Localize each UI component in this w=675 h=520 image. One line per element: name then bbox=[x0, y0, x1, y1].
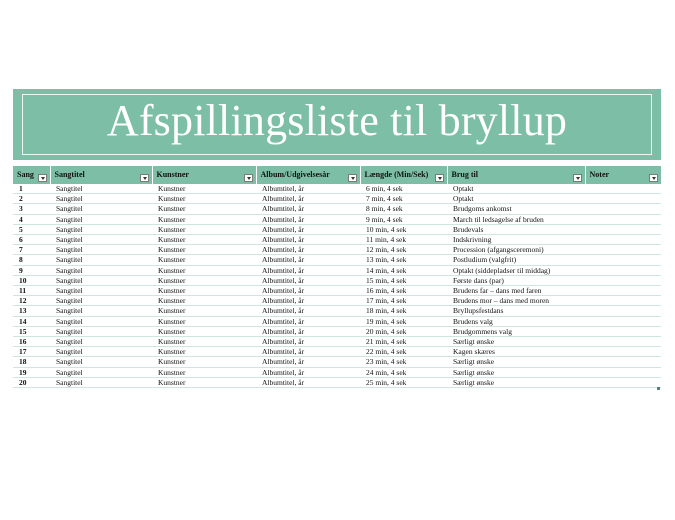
table-cell[interactable]: 12 min, 4 sek bbox=[360, 245, 447, 255]
table-cell[interactable]: 8 min, 4 sek bbox=[360, 204, 447, 214]
table-cell[interactable]: Kunstner bbox=[152, 184, 256, 194]
table-cell[interactable]: 8 bbox=[13, 255, 50, 265]
table-cell[interactable]: Kunstner bbox=[152, 347, 256, 357]
table-cell[interactable]: Albumtitel, år bbox=[256, 296, 360, 306]
table-cell[interactable] bbox=[585, 235, 661, 245]
filter-dropdown-icon[interactable] bbox=[140, 174, 149, 182]
table-cell[interactable]: 19 min, 4 sek bbox=[360, 316, 447, 326]
table-cell[interactable]: Sangtitel bbox=[50, 337, 152, 347]
table-row bbox=[13, 265, 661, 275]
table-cell[interactable]: Albumtitel, år bbox=[256, 316, 360, 326]
table-cell[interactable]: 4 bbox=[13, 214, 50, 224]
playlist-table-container bbox=[13, 166, 661, 388]
table-cell[interactable] bbox=[585, 367, 661, 377]
table-cell[interactable]: Kunstner bbox=[152, 255, 256, 265]
table-cell[interactable] bbox=[585, 245, 661, 255]
filter-dropdown-icon[interactable] bbox=[244, 174, 253, 182]
table-cell[interactable]: Brudens valg bbox=[447, 316, 585, 326]
page-title: Afspillingsliste til bryllup bbox=[106, 96, 568, 145]
table-row bbox=[13, 255, 661, 265]
table-cell[interactable]: 15 min, 4 sek bbox=[360, 275, 447, 285]
table-cell[interactable]: Sangtitel bbox=[50, 255, 152, 265]
table-cell[interactable]: Sangtitel bbox=[50, 367, 152, 377]
playlist-table bbox=[13, 166, 662, 388]
table-cell[interactable] bbox=[585, 204, 661, 214]
table-row bbox=[13, 194, 661, 204]
table-row bbox=[13, 184, 661, 194]
column-header-length: Længde (Min/Sek) bbox=[360, 166, 447, 184]
table-cell[interactable]: Kunstner bbox=[152, 357, 256, 367]
table-cell[interactable]: 25 min, 4 sek bbox=[360, 377, 447, 387]
table-cell[interactable]: Albumtitel, år bbox=[256, 286, 360, 296]
column-header-usage: Brug til bbox=[447, 166, 585, 184]
table-cell[interactable] bbox=[585, 306, 661, 316]
table-cell[interactable]: Særligt ønske bbox=[447, 357, 585, 367]
table-cell[interactable]: Albumtitel, år bbox=[256, 245, 360, 255]
table-cell[interactable] bbox=[585, 214, 661, 224]
table-cell[interactable]: 13 bbox=[13, 306, 50, 316]
table-cell[interactable]: 16 min, 4 sek bbox=[360, 286, 447, 296]
table-cell[interactable]: March til ledsagelse af bruden bbox=[447, 214, 585, 224]
table-cell[interactable]: 9 bbox=[13, 265, 50, 275]
filter-dropdown-icon[interactable] bbox=[348, 174, 357, 182]
filter-dropdown-icon[interactable] bbox=[38, 174, 47, 182]
table-cell[interactable]: Brudens far – dans med faren bbox=[447, 286, 585, 296]
table-cell[interactable]: 10 bbox=[13, 275, 50, 285]
table-cell[interactable] bbox=[585, 255, 661, 265]
table-cell[interactable] bbox=[585, 265, 661, 275]
table-cell[interactable]: Sangtitel bbox=[50, 347, 152, 357]
table-cell[interactable]: Brudens mor – dans med moren bbox=[447, 296, 585, 306]
table-row bbox=[13, 204, 661, 214]
table-cell[interactable]: Brudgommens valg bbox=[447, 326, 585, 336]
table-cell[interactable]: 13 min, 4 sek bbox=[360, 255, 447, 265]
table-row bbox=[13, 296, 661, 306]
table-cell[interactable]: Albumtitel, år bbox=[256, 357, 360, 367]
column-header-notes: Noter bbox=[585, 166, 661, 184]
table-cell[interactable]: Albumtitel, år bbox=[256, 275, 360, 285]
table-cell[interactable]: 11 min, 4 sek bbox=[360, 235, 447, 245]
column-header-album: Album/Udgivelsesår bbox=[256, 166, 360, 184]
table-cell[interactable]: Sangtitel bbox=[50, 204, 152, 214]
table-cell[interactable]: 19 bbox=[13, 367, 50, 377]
table-cell[interactable] bbox=[585, 275, 661, 285]
table-cell[interactable]: Første dans (par) bbox=[447, 275, 585, 285]
table-cell[interactable]: Kunstner bbox=[152, 306, 256, 316]
table-row bbox=[13, 377, 661, 387]
table-cell[interactable]: Sangtitel bbox=[50, 214, 152, 224]
table-cell[interactable]: Kunstner bbox=[152, 235, 256, 245]
table-row bbox=[13, 235, 661, 245]
table-cell[interactable]: Brudgoms ankomst bbox=[447, 204, 585, 214]
table-cell[interactable]: Sangtitel bbox=[50, 275, 152, 285]
table-cell[interactable]: Sangtitel bbox=[50, 194, 152, 204]
table-cell[interactable]: Sangtitel bbox=[50, 377, 152, 387]
table-cell[interactable] bbox=[585, 377, 661, 387]
table-cell[interactable]: Sangtitel bbox=[50, 326, 152, 336]
table-cell[interactable]: Sangtitel bbox=[50, 286, 152, 296]
table-cell[interactable]: Albumtitel, år bbox=[256, 367, 360, 377]
table-cell[interactable]: Sangtitel bbox=[50, 224, 152, 234]
title-banner bbox=[13, 89, 661, 160]
table-cell[interactable]: 20 bbox=[13, 377, 50, 387]
column-header-song: Sang bbox=[13, 166, 50, 184]
header-row bbox=[13, 166, 661, 184]
table-cell[interactable]: Albumtitel, år bbox=[256, 255, 360, 265]
table-cell[interactable]: Kunstner bbox=[152, 286, 256, 296]
table-cell[interactable]: Kunstner bbox=[152, 214, 256, 224]
table-cell[interactable]: 24 min, 4 sek bbox=[360, 367, 447, 377]
table-cell[interactable]: Postludium (valgfrit) bbox=[447, 255, 585, 265]
table-cell[interactable]: Kunstner bbox=[152, 265, 256, 275]
table-cell[interactable]: Kagen skæres bbox=[447, 347, 585, 357]
table-cell[interactable]: 18 min, 4 sek bbox=[360, 306, 447, 316]
table-cell[interactable] bbox=[585, 347, 661, 357]
table-cell[interactable]: Sangtitel bbox=[50, 265, 152, 275]
table-cell[interactable]: 3 bbox=[13, 204, 50, 214]
table-row bbox=[13, 224, 661, 234]
table-cell[interactable]: 15 bbox=[13, 326, 50, 336]
table-cell[interactable]: Optakt bbox=[447, 194, 585, 204]
filter-dropdown-icon[interactable] bbox=[573, 174, 582, 182]
filter-dropdown-icon[interactable] bbox=[435, 174, 444, 182]
table-cell[interactable]: 17 bbox=[13, 347, 50, 357]
filter-dropdown-icon[interactable] bbox=[649, 174, 658, 182]
table-row bbox=[13, 275, 661, 285]
table-cell[interactable] bbox=[585, 296, 661, 306]
table-cell[interactable] bbox=[585, 224, 661, 234]
table-cell[interactable]: Kunstner bbox=[152, 275, 256, 285]
table-row bbox=[13, 214, 661, 224]
table-cell[interactable]: Sangtitel bbox=[50, 316, 152, 326]
table-cell[interactable]: Albumtitel, år bbox=[256, 337, 360, 347]
table-cell[interactable]: Sangtitel bbox=[50, 296, 152, 306]
table-cell[interactable]: 21 min, 4 sek bbox=[360, 337, 447, 347]
column-header-title: Sangtitel bbox=[50, 166, 152, 184]
table-cell[interactable]: 10 min, 4 sek bbox=[360, 224, 447, 234]
table-cell[interactable]: 2 bbox=[13, 194, 50, 204]
table-cell[interactable]: Albumtitel, år bbox=[256, 377, 360, 387]
table-cell[interactable] bbox=[585, 316, 661, 326]
table-cell[interactable]: 12 bbox=[13, 296, 50, 306]
table-cell[interactable] bbox=[585, 326, 661, 336]
table-cell[interactable]: 20 min, 4 sek bbox=[360, 326, 447, 336]
table-cell[interactable]: 9 min, 4 sek bbox=[360, 214, 447, 224]
table-cell[interactable]: Albumtitel, år bbox=[256, 184, 360, 194]
table-cell[interactable]: Albumtitel, år bbox=[256, 265, 360, 275]
table-cell[interactable]: Procession (afgangsceremoni) bbox=[447, 245, 585, 255]
table-row bbox=[13, 306, 661, 316]
table-cell[interactable]: Albumtitel, år bbox=[256, 224, 360, 234]
table-cell[interactable]: 7 bbox=[13, 245, 50, 255]
column-header-artist: Kunstner bbox=[152, 166, 256, 184]
table-row bbox=[13, 337, 661, 347]
table-cell[interactable]: 23 min, 4 sek bbox=[360, 357, 447, 367]
table-cell[interactable]: Kunstner bbox=[152, 316, 256, 326]
table-cell[interactable]: 1 bbox=[13, 184, 50, 194]
table-cell[interactable]: Bryllupsfestdans bbox=[447, 306, 585, 316]
table-cell[interactable]: Kunstner bbox=[152, 367, 256, 377]
table-row bbox=[13, 316, 661, 326]
table-cell[interactable] bbox=[585, 286, 661, 296]
table-cell[interactable]: 16 bbox=[13, 337, 50, 347]
table-cell[interactable]: Optakt bbox=[447, 184, 585, 194]
table-row bbox=[13, 286, 661, 296]
table-cell[interactable]: Kunstner bbox=[152, 326, 256, 336]
table-cell[interactable]: 11 bbox=[13, 286, 50, 296]
table-resize-handle[interactable] bbox=[657, 387, 660, 390]
table-cell[interactable]: 22 min, 4 sek bbox=[360, 347, 447, 357]
table-row bbox=[13, 357, 661, 367]
table-cell[interactable]: Sangtitel bbox=[50, 184, 152, 194]
table-cell[interactable]: Albumtitel, år bbox=[256, 235, 360, 245]
table-cell[interactable]: Indskrivning bbox=[447, 235, 585, 245]
table-cell[interactable]: Kunstner bbox=[152, 377, 256, 387]
table-row bbox=[13, 367, 661, 377]
table-cell[interactable]: 17 min, 4 sek bbox=[360, 296, 447, 306]
table-cell[interactable]: Kunstner bbox=[152, 245, 256, 255]
table-cell[interactable]: 14 min, 4 sek bbox=[360, 265, 447, 275]
table-cell[interactable] bbox=[585, 337, 661, 347]
table-cell[interactable]: Særligt ønske bbox=[447, 337, 585, 347]
table-cell[interactable] bbox=[585, 184, 661, 194]
table-cell[interactable]: Albumtitel, år bbox=[256, 204, 360, 214]
table-cell[interactable]: Albumtitel, år bbox=[256, 306, 360, 316]
table-cell[interactable]: Særligt ønske bbox=[447, 377, 585, 387]
table-cell[interactable]: 6 min, 4 sek bbox=[360, 184, 447, 194]
table-cell[interactable]: 7 min, 4 sek bbox=[360, 194, 447, 204]
table-cell[interactable]: Kunstner bbox=[152, 296, 256, 306]
table-cell[interactable] bbox=[585, 357, 661, 367]
table-row bbox=[13, 326, 661, 336]
table-cell[interactable]: Albumtitel, år bbox=[256, 347, 360, 357]
table-row bbox=[13, 245, 661, 255]
table-row bbox=[13, 347, 661, 357]
table-cell[interactable]: Brudevals bbox=[447, 224, 585, 234]
table-cell[interactable]: Sangtitel bbox=[50, 306, 152, 316]
table-cell[interactable]: Kunstner bbox=[152, 194, 256, 204]
table-cell[interactable]: Kunstner bbox=[152, 224, 256, 234]
table-cell[interactable]: 5 bbox=[13, 224, 50, 234]
table-cell[interactable]: Kunstner bbox=[152, 337, 256, 347]
table-cell[interactable]: 6 bbox=[13, 235, 50, 245]
table-cell[interactable]: Albumtitel, år bbox=[256, 194, 360, 204]
table-cell[interactable]: Særligt ønske bbox=[447, 367, 585, 377]
table-cell[interactable]: Albumtitel, år bbox=[256, 214, 360, 224]
table-cell[interactable]: Sangtitel bbox=[50, 245, 152, 255]
table-cell[interactable]: Albumtitel, år bbox=[256, 326, 360, 336]
table-cell[interactable]: 14 bbox=[13, 316, 50, 326]
table-cell[interactable]: Sangtitel bbox=[50, 357, 152, 367]
table-cell[interactable]: Optakt (siddepladser til middag) bbox=[447, 265, 585, 275]
table-cell[interactable]: Sangtitel bbox=[50, 235, 152, 245]
table-cell[interactable] bbox=[585, 194, 661, 204]
table-cell[interactable]: Kunstner bbox=[152, 204, 256, 214]
table-cell[interactable]: 18 bbox=[13, 357, 50, 367]
